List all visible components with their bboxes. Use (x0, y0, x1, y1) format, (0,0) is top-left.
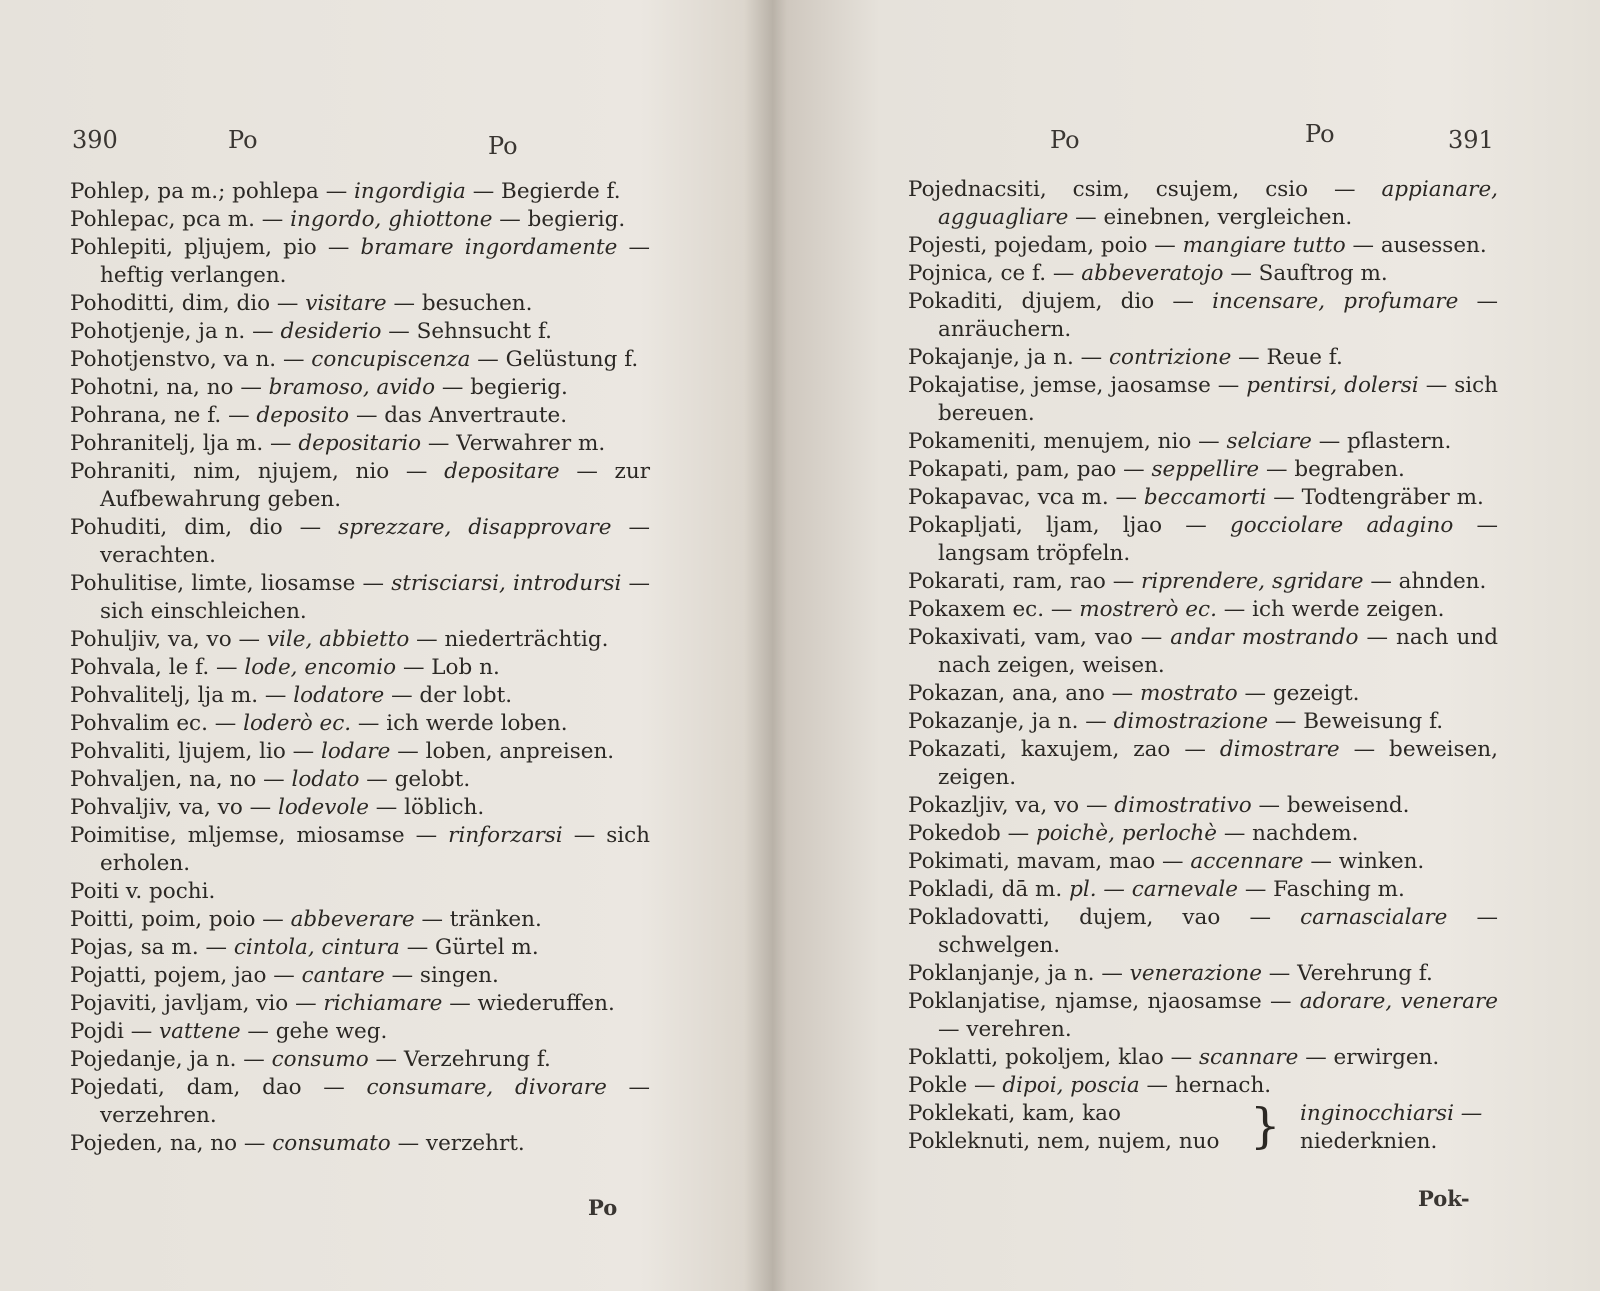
italian-gloss: abbeverare (283, 907, 415, 932)
german-gloss: — verzehrt. (390, 1131, 525, 1156)
dictionary-entry (908, 260, 1498, 288)
italian-gloss: carnascialare (1270, 905, 1448, 930)
dictionary-entry (70, 234, 650, 290)
german-gloss: — niederträchtig. (409, 627, 609, 652)
headword: Pokedob (908, 821, 1001, 846)
italian-gloss: inginocchiarsi — (1300, 1101, 1483, 1126)
grammar-forms: dujem, vao — (1049, 905, 1271, 930)
grammar-forms: ja n. — (1019, 345, 1103, 370)
dictionary-entry (70, 794, 650, 822)
headword: Pojaviti, (70, 991, 158, 1016)
grammar-forms: va, vo — (1008, 793, 1108, 818)
right-entries (908, 176, 1498, 1156)
italian-gloss: riprendere, sgridare (1134, 569, 1364, 594)
grammar-forms: — (123, 1019, 153, 1044)
grammar-forms: pa m.; pohlepa — (150, 179, 348, 204)
headword: Pohlep, (70, 179, 151, 204)
german-gloss: — ich werde zeigen. (1216, 597, 1445, 622)
dictionary-entry (908, 1072, 1498, 1100)
italian-gloss: pl. — carnevale (1062, 877, 1238, 902)
grammar-forms: kaxujem, zao — (1006, 737, 1206, 762)
grammar-forms: ja n. — (1024, 709, 1107, 734)
bracketed-entry (908, 1100, 1498, 1156)
german-gloss: — Fasching m. (1237, 877, 1405, 902)
grammar-forms: pojedam, poio — (987, 233, 1176, 258)
headword: Pokazljiv, (908, 793, 1009, 818)
dictionary-entry (908, 820, 1498, 848)
grammar-forms: djujem, dio — (1003, 289, 1194, 314)
headword: Pohvalim (70, 711, 170, 736)
headword: Poklatti, (908, 1045, 999, 1070)
german-gloss: — Reue f. (1231, 345, 1343, 370)
italian-gloss: scannare (1192, 1045, 1299, 1070)
headword: Poitti, (70, 907, 135, 932)
headword-line: Pokleknuti, nem, nujem, nuo (908, 1129, 1220, 1154)
italian-gloss: adorare, venerare (1291, 989, 1498, 1014)
dictionary-entry (908, 960, 1498, 988)
german-gloss: — langsam tröpfeln. (938, 513, 1498, 566)
italian-gloss: richiamare (316, 991, 443, 1016)
german-gloss: — Verwahrer m. (421, 431, 606, 456)
dictionary-entry (908, 1044, 1498, 1072)
grammar-forms: javljam, vio — (157, 991, 317, 1016)
header-section-right: Po (1305, 120, 1335, 148)
italian-gloss: ingordo, ghiottone (283, 207, 493, 232)
grammar-forms: ja n. — (182, 1047, 265, 1072)
dictionary-entry (908, 736, 1498, 792)
headword: Pojatti, (70, 963, 148, 988)
dictionary-entry (908, 680, 1498, 708)
dictionary-entry (70, 178, 650, 206)
italian-gloss: bramare ingordamente (349, 235, 618, 260)
dictionary-entry (908, 596, 1498, 624)
italian-gloss: consumo (264, 1047, 369, 1072)
italian-gloss: andar mostrando (1162, 625, 1359, 650)
dictionary-entry (70, 710, 650, 738)
german-gloss: — Gelüstung f. (470, 347, 639, 372)
header-section-left: Po (228, 126, 258, 154)
headword: Pokladi, (908, 877, 995, 902)
dictionary-entry (70, 290, 650, 318)
catchword: Pok- (1418, 1186, 1470, 1211)
headword: Pojdi (70, 1019, 124, 1044)
dictionary-entry (70, 346, 650, 374)
german-gloss: — singen. (384, 963, 499, 988)
left-page (0, 0, 780, 1291)
italian-gloss: consumare, divorare (344, 1075, 607, 1100)
headword: Pokle (908, 1073, 968, 1098)
dictionary-entry (908, 792, 1498, 820)
headword: Pohuljiv, (70, 627, 162, 652)
german-gloss: — verzehren. (100, 1075, 650, 1128)
german-gloss: — anräuchern. (938, 289, 1498, 342)
german-gloss: — gehe weg. (240, 1019, 388, 1044)
italian-gloss: deposito (249, 403, 350, 428)
headword: Pokajanje, (908, 345, 1020, 370)
headword: Pojnica, (908, 261, 994, 286)
headword: Pokajatise, (908, 373, 1026, 398)
italian-gloss: poichè, perlochè (1029, 821, 1218, 846)
italian-gloss: bramoso, avido (261, 375, 436, 400)
german-gloss: — besuchen. (386, 291, 533, 316)
dictionary-entry (908, 904, 1498, 960)
headword: Pojedanje, (70, 1047, 183, 1072)
headword: Pojeden, (70, 1131, 164, 1156)
dictionary-entry (70, 374, 650, 402)
headword: Pokimati, (908, 849, 1010, 874)
italian-gloss: dimostrativo (1107, 793, 1252, 818)
german-gloss: — ausessen. (1345, 233, 1487, 258)
italian-gloss: loderò ec. (236, 711, 352, 736)
dictionary-entry (908, 708, 1498, 736)
german-gloss: — Verehrung f. (1261, 961, 1433, 986)
grammar-forms: va, vo — (161, 627, 260, 652)
grammar-forms: pam, pao — (1009, 457, 1145, 482)
italian-gloss: cantare (294, 963, 385, 988)
dictionary-entry (70, 934, 650, 962)
italian-gloss: cintola, cintura (226, 935, 400, 960)
grammar-forms: na, no — (163, 1131, 266, 1156)
grammar-forms: jemse, jaosamse — (1025, 373, 1240, 398)
italian-gloss: beccamorti (1137, 485, 1267, 510)
headword: Pohvaljen, (70, 767, 183, 792)
german-gloss: niederknien. (1300, 1129, 1438, 1154)
italian-gloss: depositario (291, 431, 422, 456)
grammar-forms: pojem, jao — (147, 963, 295, 988)
italian-gloss: lodatore (286, 683, 385, 708)
page-number: 390 (72, 126, 118, 154)
headword: Pokaxivati, (908, 625, 1027, 650)
german-gloss: — Beweisung f. (1268, 709, 1444, 734)
italian-gloss: visitare (298, 291, 387, 316)
dictionary-entry (70, 738, 650, 766)
german-gloss: — nach und nach zeigen, weisen. (938, 625, 1498, 678)
dictionary-entry (908, 484, 1498, 512)
grammar-forms: na, no — (182, 767, 285, 792)
german-gloss: — Todtengräber m. (1266, 485, 1484, 510)
grammar-forms: lja m. — (190, 683, 287, 708)
italian-gloss: mostrerò ec. (1072, 597, 1217, 622)
grammar-forms: — (1000, 821, 1030, 846)
dictionary-entry (908, 428, 1498, 456)
grammar-forms: lja m. — (195, 431, 292, 456)
dictionary-entry (70, 1046, 650, 1074)
headword: Pokameniti, (908, 429, 1037, 454)
headword: Pohrana, (70, 403, 167, 428)
headword: Pokazati, (908, 737, 1007, 762)
headword: Poklanjanje, (908, 961, 1041, 986)
grammar-forms: — (967, 1073, 996, 1098)
dictionary-entry (70, 906, 650, 934)
german-gloss: — Sehnsucht f. (381, 319, 553, 344)
german-gloss: — pflastern. (1311, 429, 1452, 454)
german-gloss: — beweisend. (1251, 793, 1410, 818)
grammar-forms: ljujem, lio — (171, 739, 315, 764)
headword: Pojas, (70, 935, 134, 960)
dictionary-entry (908, 512, 1498, 568)
dictionary-entry (70, 458, 650, 514)
italian-gloss: sprezzare, disapprovare (321, 515, 612, 540)
grammar-forms: pokoljem, klao — (998, 1045, 1193, 1070)
german-gloss: — Sauftrog m. (1223, 261, 1388, 286)
headword-line: Poklekati, kam, kao (908, 1101, 1121, 1126)
italian-gloss: rinforzarsi (437, 823, 563, 848)
italian-gloss: seppellire (1144, 457, 1260, 482)
headword: Pohvaliti, (70, 739, 172, 764)
headword: Pohlepac, (70, 207, 176, 232)
dictionary-entry (70, 654, 650, 682)
german-gloss: — tränken. (414, 907, 542, 932)
headword: Pohuditi, (70, 515, 168, 540)
german-gloss: — begraben. (1259, 457, 1405, 482)
dictionary-entry (70, 962, 650, 990)
german-gloss: — Gürtel m. (399, 935, 539, 960)
headword: Pohoditti, (70, 291, 175, 316)
grammar-forms: vca m. — (1030, 485, 1138, 510)
dictionary-entry (70, 1018, 650, 1046)
headword: Pojedati, (70, 1075, 165, 1100)
right-page-header (780, 120, 1600, 166)
dictionary-entry (70, 1130, 650, 1158)
dictionary-entry (908, 456, 1498, 484)
german-gloss: — ahnden. (1363, 569, 1487, 594)
grammar-forms: poim, poio — (134, 907, 284, 932)
german-gloss: — winken. (1303, 849, 1425, 874)
headword: Pokarati, (908, 569, 1006, 594)
dictionary-entry (908, 288, 1498, 344)
german-gloss: — nachdem. (1217, 821, 1359, 846)
italian-gloss: venerazione (1122, 961, 1262, 986)
german-gloss: — löblich. (368, 795, 485, 820)
dictionary-entry (70, 766, 650, 794)
grammar-forms: menujem, nio — (1036, 429, 1220, 454)
italian-gloss: ingordigia (347, 179, 466, 204)
italian-gloss: incensare, profumare (1193, 289, 1459, 314)
italian-gloss: contrizione (1102, 345, 1232, 370)
brace-symbol: } (1250, 1098, 1281, 1154)
grammar-forms: mavam, mao — (1010, 849, 1184, 874)
german-gloss: — sich einschleichen. (100, 571, 651, 624)
headword: Pohvala, (70, 655, 162, 680)
german-gloss: — sich erholen. (100, 823, 650, 876)
grammar-forms: dim, dio — (174, 291, 299, 316)
grammar-forms: ec. — (1005, 597, 1073, 622)
italian-gloss: abbeveratojo (1074, 261, 1224, 286)
grammar-forms: ec. — (169, 711, 237, 736)
italian-gloss: dimostrare (1205, 737, 1340, 762)
italian-gloss: concupiscenza (304, 347, 471, 372)
left-page-header (0, 126, 780, 166)
german-gloss: — begierig. (435, 375, 568, 400)
german-gloss: — erwirgen. (1298, 1045, 1440, 1070)
headword: Pohotjenstvo, (70, 347, 217, 372)
dictionary-entry (908, 988, 1498, 1044)
headword: Pojednacsiti, (908, 177, 1047, 202)
grammar-forms: ce f. — (993, 261, 1075, 286)
dictionary-entry (908, 568, 1498, 596)
right-page (780, 0, 1600, 1291)
header-section-left: Po (1050, 126, 1080, 154)
italian-gloss: desiderio (273, 319, 382, 344)
page-number: 391 (1448, 126, 1494, 154)
italian-gloss: lode, encomio (237, 655, 397, 680)
grammar-forms: ljam, ljao — (1022, 513, 1207, 538)
german-gloss: — gezeigt. (1237, 681, 1360, 706)
headword: Pohotni, (70, 375, 160, 400)
bracket-glosses (1300, 1100, 1500, 1156)
italian-gloss: mostrato (1133, 681, 1238, 706)
german-gloss: — beweisen, zeigen. (938, 737, 1498, 790)
left-entries (70, 178, 650, 1158)
german-gloss: — das Anvertraute. (349, 403, 568, 428)
german-gloss: — wiederuffen. (442, 991, 615, 1016)
grammar-forms: le f. — (161, 655, 238, 680)
headword: Pohlepiti, (70, 235, 173, 260)
italian-gloss: dipoi, poscia (995, 1073, 1140, 1098)
grammar-forms: ana, ano — (1005, 681, 1134, 706)
german-gloss: — Verzehrung f. (368, 1047, 551, 1072)
german-gloss: — schwelgen. (938, 905, 1498, 958)
dictionary-entry (70, 682, 650, 710)
german-gloss: — gelobt. (359, 767, 471, 792)
grammar-forms: ja n. — (191, 319, 274, 344)
german-gloss: — zur Aufbewahrung geben. (100, 459, 651, 512)
italian-gloss: lodevole (271, 795, 369, 820)
dictionary-entry (908, 848, 1498, 876)
italian-gloss: mangiare tutto (1175, 233, 1346, 258)
dictionary-entry (70, 318, 650, 346)
catchword: Po (588, 1195, 618, 1220)
headword: Poiti (70, 879, 119, 904)
grammar-forms: ja n. — (1040, 961, 1123, 986)
grammar-forms: nim, njujem, nio — (176, 459, 428, 484)
headword: Pohotjenje, (70, 319, 192, 344)
italian-gloss: lodato (284, 767, 360, 792)
grammar-forms: na, no — (159, 375, 262, 400)
headword: Pojesti, (908, 233, 988, 258)
headword: Poimitise, (70, 823, 177, 848)
dictionary-entry (70, 626, 650, 654)
dictionary-entry (908, 176, 1498, 232)
headword: Pohraniti, (70, 459, 177, 484)
dictionary-entry (70, 990, 650, 1018)
german-gloss: — verachten. (100, 515, 650, 568)
grammar-forms: dā m. (994, 877, 1063, 902)
headword: Pokaditi, (908, 289, 1004, 314)
grammar-forms: va n. — (216, 347, 305, 372)
italian-gloss: gocciolare adagino (1206, 513, 1454, 538)
header-section-right: Po (488, 132, 518, 160)
italian-gloss: dimostrazione (1106, 709, 1269, 734)
dictionary-entry (908, 344, 1498, 372)
german-gloss: — heftig verlangen. (100, 235, 650, 288)
headword: Pokapati, (908, 457, 1010, 482)
grammar-forms: dam, dao — (164, 1075, 345, 1100)
grammar-forms: v. pochi. (118, 879, 216, 904)
headword: Pokazanje, (908, 709, 1025, 734)
italian-gloss: consumato (265, 1131, 391, 1156)
headword: Poklanjatise, (908, 989, 1047, 1014)
grammar-forms: sa m. — (133, 935, 227, 960)
german-gloss: — begierig. (492, 207, 626, 232)
headword: Pokaxem (908, 597, 1006, 622)
grammar-forms: pljujem, pio — (172, 235, 350, 260)
dictionary-entry (908, 372, 1498, 428)
italian-gloss: pentirsi, dolersi (1239, 373, 1419, 398)
italian-gloss: accennare (1183, 849, 1304, 874)
grammar-forms: limte, liosamse — (184, 571, 385, 596)
german-gloss: — der lobt. (384, 683, 513, 708)
grammar-forms: vam, vao — (1026, 625, 1163, 650)
grammar-forms: ram, rao — (1005, 569, 1135, 594)
dictionary-entry (70, 878, 650, 906)
dictionary-entry (70, 570, 650, 626)
headword: Pohranitelj, (70, 431, 196, 456)
italian-gloss: vattene (152, 1019, 241, 1044)
german-gloss: — ich werde loben. (351, 711, 568, 736)
grammar-forms: va, vo — (172, 795, 272, 820)
grammar-forms: dim, dio — (167, 515, 322, 540)
german-gloss: — Begierde f. (465, 179, 621, 204)
dictionary-entry (70, 1074, 650, 1130)
headword: Pokapavac, (908, 485, 1031, 510)
dictionary-entry (70, 402, 650, 430)
grammar-forms: csim, csujem, csio — (1046, 177, 1356, 202)
headword: Pohvaljiv, (70, 795, 173, 820)
dictionary-entry (70, 430, 650, 458)
grammar-forms: mljemse, miosamse — (176, 823, 438, 848)
german-gloss: — hernach. (1139, 1073, 1272, 1098)
italian-gloss: vile, abbietto (260, 627, 410, 652)
headword: Pokazan, (908, 681, 1006, 706)
dictionary-entry (70, 822, 650, 878)
dictionary-entry (70, 206, 650, 234)
german-gloss: — loben, anpreisen. (390, 739, 615, 764)
dictionary-entry (908, 624, 1498, 680)
headword: Pokapljati, (908, 513, 1023, 538)
italian-gloss: selciare (1219, 429, 1312, 454)
italian-gloss: depositare (427, 459, 560, 484)
german-gloss: — Lob n. (396, 655, 500, 680)
italian-gloss: strisciarsi, introdursi (384, 571, 622, 596)
headword: Pohvalitelj, (70, 683, 191, 708)
german-gloss: — verehren. (938, 1017, 1072, 1042)
headword: Pohulitise, (70, 571, 185, 596)
headword: Pokladovatti, (908, 905, 1050, 930)
german-gloss: — einebnen, vergleichen. (1068, 205, 1353, 230)
dictionary-entry (70, 514, 650, 570)
italian-gloss: lodare (314, 739, 391, 764)
italian-gloss: appianare, agguagliare (938, 177, 1499, 230)
german-gloss: — sich bereuen. (938, 373, 1498, 426)
dictionary-entry (908, 232, 1498, 260)
grammar-forms: ne f. — (166, 403, 250, 428)
grammar-forms: njamse, njaosamse — (1046, 989, 1292, 1014)
dictionary-entry (908, 876, 1498, 904)
grammar-forms: pca m. — (175, 207, 284, 232)
